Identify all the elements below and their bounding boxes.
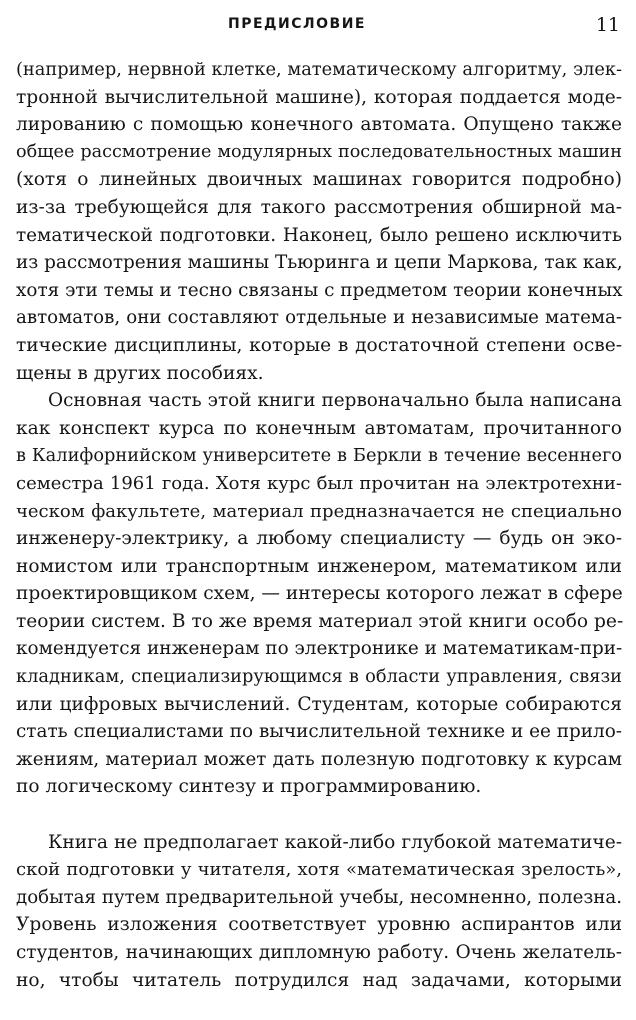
text-line: в Калифорнийском университете в Беркли в течение весеннего: [16, 445, 622, 467]
text-line: общее рассмотрение модулярных последовательностных машин: [16, 141, 622, 162]
text-line: стать специалистами по вычислительной технике и ее прило-: [16, 721, 622, 743]
text-line: лированию с помощью конечного автомата. Опущено также: [16, 114, 622, 136]
text-line: или цифровых вычислений. Студентам, которые собираются: [16, 693, 622, 715]
text-line: ской подготовки у читателя, хотя «математическая зрелость»,: [16, 859, 622, 881]
body-text: [16, 56, 622, 994]
text-line: но, чтобы читатель потрудился над задачами, которыми: [16, 969, 622, 991]
text-line: жениям, материал может дать полезную подготовку к курсам: [16, 748, 622, 770]
text-line: как конспект курса по конечным автоматам, прочитанного: [16, 417, 622, 439]
text-line: щены в других пособиях.: [16, 362, 264, 384]
text-line: из рассмотрения машины Тьюринга и цепи Маркова, так как,: [16, 252, 623, 274]
text-line: хотя эти темы и тесно связаны с предметом теории конечных: [16, 279, 623, 301]
paragraph-2: [16, 387, 622, 801]
text-line: тематической подготовки. Наконец, было решено исключить: [16, 224, 622, 246]
page-number: 11: [595, 14, 620, 36]
text-line: инженеру-электрику, а любому специалисту — будь он эко-: [16, 528, 622, 550]
paragraph-3: [16, 829, 622, 995]
running-head: [0, 14, 636, 44]
text-line: ческом факультете, материал предназначается не специально: [16, 500, 622, 522]
text-line: добытая путем предварительной учебы, несомненно, полезна.: [16, 886, 622, 908]
text-line: номистом или транспортным инженером, математиком или: [16, 555, 622, 577]
text-line: Основная часть этой книги первоначально была написана: [48, 390, 622, 412]
text-line: (например, нервной клетке, математическому алгоритму, элек-: [16, 59, 622, 80]
text-line: тронной вычислительной машине), которая поддается моде-: [16, 86, 622, 108]
text-line: тические дисциплины, которые в достаточной степени осве-: [16, 334, 622, 356]
text-line: (хотя о линейных двоичных машинах говорится подробно): [16, 169, 622, 191]
text-line: Уровень изложения соответствует уровню аспирантов или: [16, 914, 622, 936]
text-line: студентов, начинающих дипломную работу. Очень желатель-: [16, 942, 622, 963]
text-line: кладникам, специализирующимся в области управления, связи: [16, 666, 622, 688]
text-line: из-за требующейся для такого рассмотрения обширной ма-: [16, 196, 622, 218]
paragraph-gap: [16, 801, 622, 829]
text-line: комендуется инженерам по электронике и математикам-при-: [16, 638, 623, 660]
text-line: семестра 1961 года. Хотя курс был прочитан на электротехни-: [16, 472, 622, 494]
text-line: теории систем. В то же время материал этой книги особо ре-: [16, 610, 624, 632]
running-title: ПРЕДИСЛОВИЕ: [228, 16, 366, 32]
paragraph-1: [16, 56, 622, 387]
text-line: по логическому синтезу и программированию.: [16, 776, 482, 798]
text-line: автоматов, они составляют отдельные и независимые матема-: [16, 307, 622, 329]
text-line: Книга не предполагает какой-либо глубокой математиче-: [48, 831, 622, 853]
text-line: проектировщиком схем, — интересы которого лежат в сфере: [16, 583, 623, 605]
